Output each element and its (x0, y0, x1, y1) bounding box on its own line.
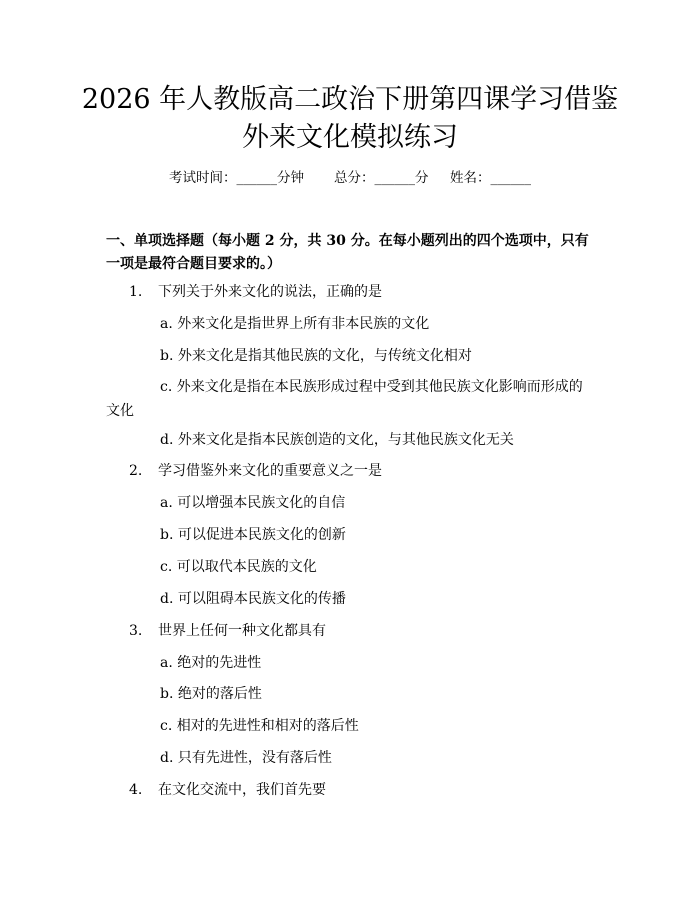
exam-info-line (0, 168, 700, 188)
question-3 (129, 619, 326, 643)
question-1-option-a: a. 外来文化是指世界上所有非本民族的文化 (160, 316, 430, 332)
question-1-option-b: b. 外来文化是指其他民族的文化，与传统文化相对 (160, 348, 472, 364)
score-label: 总分： (334, 170, 375, 186)
score-unit: 分 (415, 170, 429, 186)
question-stem: 世界上任何一种文化都具有 (158, 623, 326, 639)
question-number: 4. (129, 782, 143, 798)
question-2-option-d: d. 可以阻碍本民族文化的传播 (160, 591, 346, 607)
question-4 (129, 778, 326, 802)
time-label: 考试时间： (168, 170, 237, 186)
time-unit: 分钟 (276, 170, 304, 186)
question-3-option-a: a. 绝对的先进性 (160, 655, 262, 671)
time-blank: ______ (236, 170, 277, 186)
question-number: 1. (129, 284, 143, 300)
question-stem: 学习借鉴外来文化的重要意义之一是 (158, 463, 382, 479)
question-2 (129, 459, 382, 483)
question-1-option-c: c. 外来文化是指在本民族形成过程中受到其他民族文化影响而形成的文化 (106, 379, 583, 419)
question-2-option-b: b. 可以促进本民族文化的创新 (160, 527, 346, 543)
question-stem: 下列关于外来文化的说法，正确的是 (158, 284, 382, 300)
question-3-option-b: b. 绝对的落后性 (160, 686, 262, 702)
question-2-option-c: c. 可以取代本民族的文化 (160, 559, 317, 575)
question-1 (129, 280, 382, 304)
score-blank: ______ (374, 170, 416, 186)
question-number: 2. (129, 463, 143, 479)
name-label: 姓名： (450, 170, 491, 186)
document-title-line2: 外来文化模拟练习 (242, 122, 458, 153)
question-3-option-c: c. 相对的先进性和相对的落后性 (160, 718, 359, 734)
question-1-option-d: d. 外来文化是指本民族创造的文化，与其他民族文化无关 (160, 432, 514, 448)
question-2-option-a: a. 可以增强本民族文化的自信 (160, 495, 346, 511)
document-title-line1: 2026 年人教版高二政治下册第四课学习借鉴 (81, 84, 619, 115)
question-3-option-d: d. 只有先进性，没有落后性 (160, 750, 332, 766)
question-stem: 在文化交流中，我们首先要 (158, 782, 326, 798)
section-heading: 一、单项选择题（每小题 2 分，共 30 分。在每小题列出的四个选项中，只有一项是最符合题目要求的。） (106, 233, 589, 272)
question-number: 3. (129, 623, 143, 639)
name-blank: ______ (490, 170, 531, 186)
